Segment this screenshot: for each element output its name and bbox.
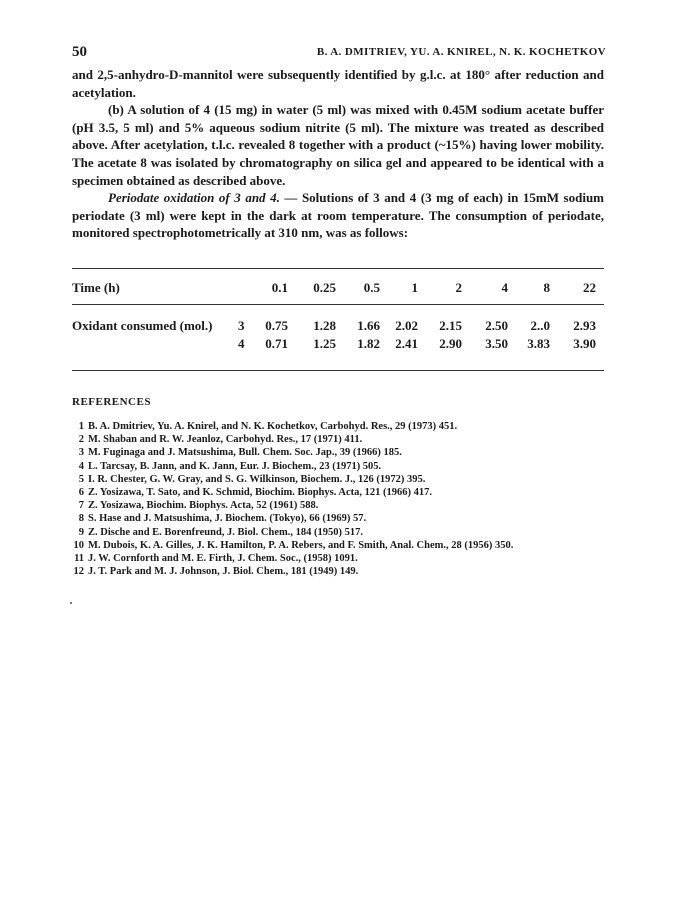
table-top-rule: [72, 268, 604, 269]
reference-number: 9: [78, 526, 84, 538]
reference-number: 4: [78, 460, 84, 472]
reference-item: [72, 539, 604, 552]
time-value: 1: [411, 280, 418, 295]
reference-text: I. R. Chester, G. W. Gray, and S. G. Wilkinson, Biochem. J., 126 (1972) 395.: [88, 473, 426, 485]
reference-number: 11: [74, 553, 84, 565]
time-value: 0.25: [313, 280, 336, 295]
table-row: [72, 336, 604, 354]
reference-item: [72, 460, 604, 473]
time-label: Time (h): [72, 280, 120, 295]
reference-text: Z. Yosizawa, Biochim. Biophys. Acta, 52 (1961) 588.: [88, 500, 319, 512]
reference-text: J. T. Park and M. J. Johnson, J. Biol. Chem., 181 (1949) 149.: [88, 566, 359, 578]
reference-item: [72, 499, 604, 512]
table-cell: 2.93: [573, 318, 596, 333]
table-cell: 2.15: [439, 318, 462, 333]
table-cell: 1.28: [313, 318, 336, 333]
reference-text: M. Shaban and R. W. Jeanloz, Carbohyd. Res., 17 (1971) 411.: [88, 434, 363, 446]
table-cell: 3.50: [485, 336, 508, 351]
paragraph-3: [72, 189, 604, 242]
oxidant-label: Oxidant consumed (mol.): [72, 318, 213, 333]
reference-text: M. Dubois, K. A. Gilles, J. K. Hamilton, P. A. Rebers, and F. Smith, Anal. Chem., 28 (1956) 350.: [88, 539, 514, 551]
table-cell: 0.71: [265, 336, 288, 351]
reference-item: [72, 446, 604, 459]
table-cell: 2.02: [395, 318, 418, 333]
table-cell: 1.82: [357, 336, 380, 351]
table-cell: 2.41: [395, 336, 418, 351]
stray-mark: [70, 602, 72, 604]
reference-item: [72, 486, 604, 499]
reference-item: [72, 433, 604, 446]
reference-text: B. A. Dmitriev, Yu. A. Knirel, and N. K. Kochetkov, Carbohyd. Res., 29 (1973) 451.: [88, 421, 458, 432]
reference-item: [72, 565, 604, 578]
compound-number: 4: [238, 336, 245, 351]
paragraph-3-text: — Solutions of 3 and 4 (3 mg of each) in 15mM sodium periodate (3 ml) were kept in the dark at room temperature. The consumption of periodate, monitored spectrophotometrically at 310 nm, was as follows:: [72, 190, 605, 241]
table-cell: 1.25: [313, 336, 336, 351]
paragraph-1: and 2,5-anhydro-D-mannitol were subsequently identified by g.l.c. at 180° after reduction and acetylation.: [72, 67, 604, 100]
table-mid-rule: [72, 304, 604, 305]
reference-number: 8: [78, 513, 84, 525]
references-list: [72, 420, 604, 578]
reference-text: M. Fuginaga and J. Matsushima, Bull. Chem. Soc. Jap., 39 (1966) 185.: [88, 447, 402, 459]
page-number: 50: [72, 44, 87, 60]
time-value: 0.5: [363, 280, 380, 295]
table-row: [72, 318, 604, 336]
body-text: [72, 66, 604, 242]
reference-text: Z. Dische and E. Borenfreund, J. Biol. Chem., 184 (1950) 517.: [88, 526, 363, 538]
reference-item: [72, 420, 604, 433]
reference-number: 12: [73, 566, 84, 578]
reference-number: 2: [78, 434, 84, 446]
reference-number: 10: [73, 539, 84, 551]
running-header-authors: B. A. DMITRIEV, YU. A. KNIREL, N. K. KOCHETKOV: [316, 46, 606, 58]
reference-item: [72, 473, 604, 486]
table-cell: 3.90: [573, 336, 596, 351]
reference-number: 5: [78, 473, 84, 485]
time-value: 0.1: [271, 280, 288, 295]
reference-number: 3: [78, 447, 84, 459]
table-cell: 3.83: [527, 336, 550, 351]
table-cell: 2.50: [485, 318, 508, 333]
time-value: 8: [543, 280, 550, 295]
table-cell: 1.66: [357, 318, 380, 333]
time-value: 4: [501, 280, 508, 295]
table-header-row: [72, 280, 604, 298]
reference-item: [72, 512, 604, 525]
table-cell: 2..0: [530, 318, 550, 333]
reference-text: J. W. Cornforth and M. E. Firth, J. Chem. Soc., (1958) 1091.: [88, 553, 358, 565]
paragraph-2: (b) A solution of 4 (15 mg) in water (5 ml) was mixed with 0.45M sodium acetate buffer (pH 3.5, 5 ml) and 5% aqueous sodium nitrite (5 ml). The mixture was treated as described above. After acetylation, t.l.c. revealed 8 together with a product (~15%) having lower mobility. The acetate 8 was isolated by chromatography on silica gel and appeared to be identical with a specimen obtained as described above.: [72, 102, 604, 188]
table-cell: 0.75: [265, 318, 288, 333]
compound-number: 3: [238, 318, 245, 333]
reference-number: 7: [78, 500, 84, 512]
reference-item: [72, 552, 604, 565]
references-heading: REFERENCES: [72, 396, 151, 408]
section-heading-periodate: Periodate oxidation of 3 and 4.: [108, 190, 280, 206]
reference-item: [72, 526, 604, 539]
time-value: 2: [455, 280, 462, 295]
table-bottom-rule: [72, 370, 604, 371]
table-cell: 2.90: [439, 336, 462, 351]
reference-text: L. Tarcsay, B. Jann, and K. Jann, Eur. J. Biochem., 23 (1971) 505.: [88, 460, 382, 472]
reference-number: 6: [78, 487, 84, 499]
reference-number: 1: [78, 421, 84, 432]
reference-text: S. Hase and J. Matsushima, J. Biochem. (Tokyo), 66 (1969) 57.: [88, 513, 367, 525]
time-value: 22: [583, 280, 596, 295]
reference-text: Z. Yosizawa, T. Sato, and K. Schmid, Biochim. Biophys. Acta, 121 (1966) 417.: [88, 487, 433, 499]
